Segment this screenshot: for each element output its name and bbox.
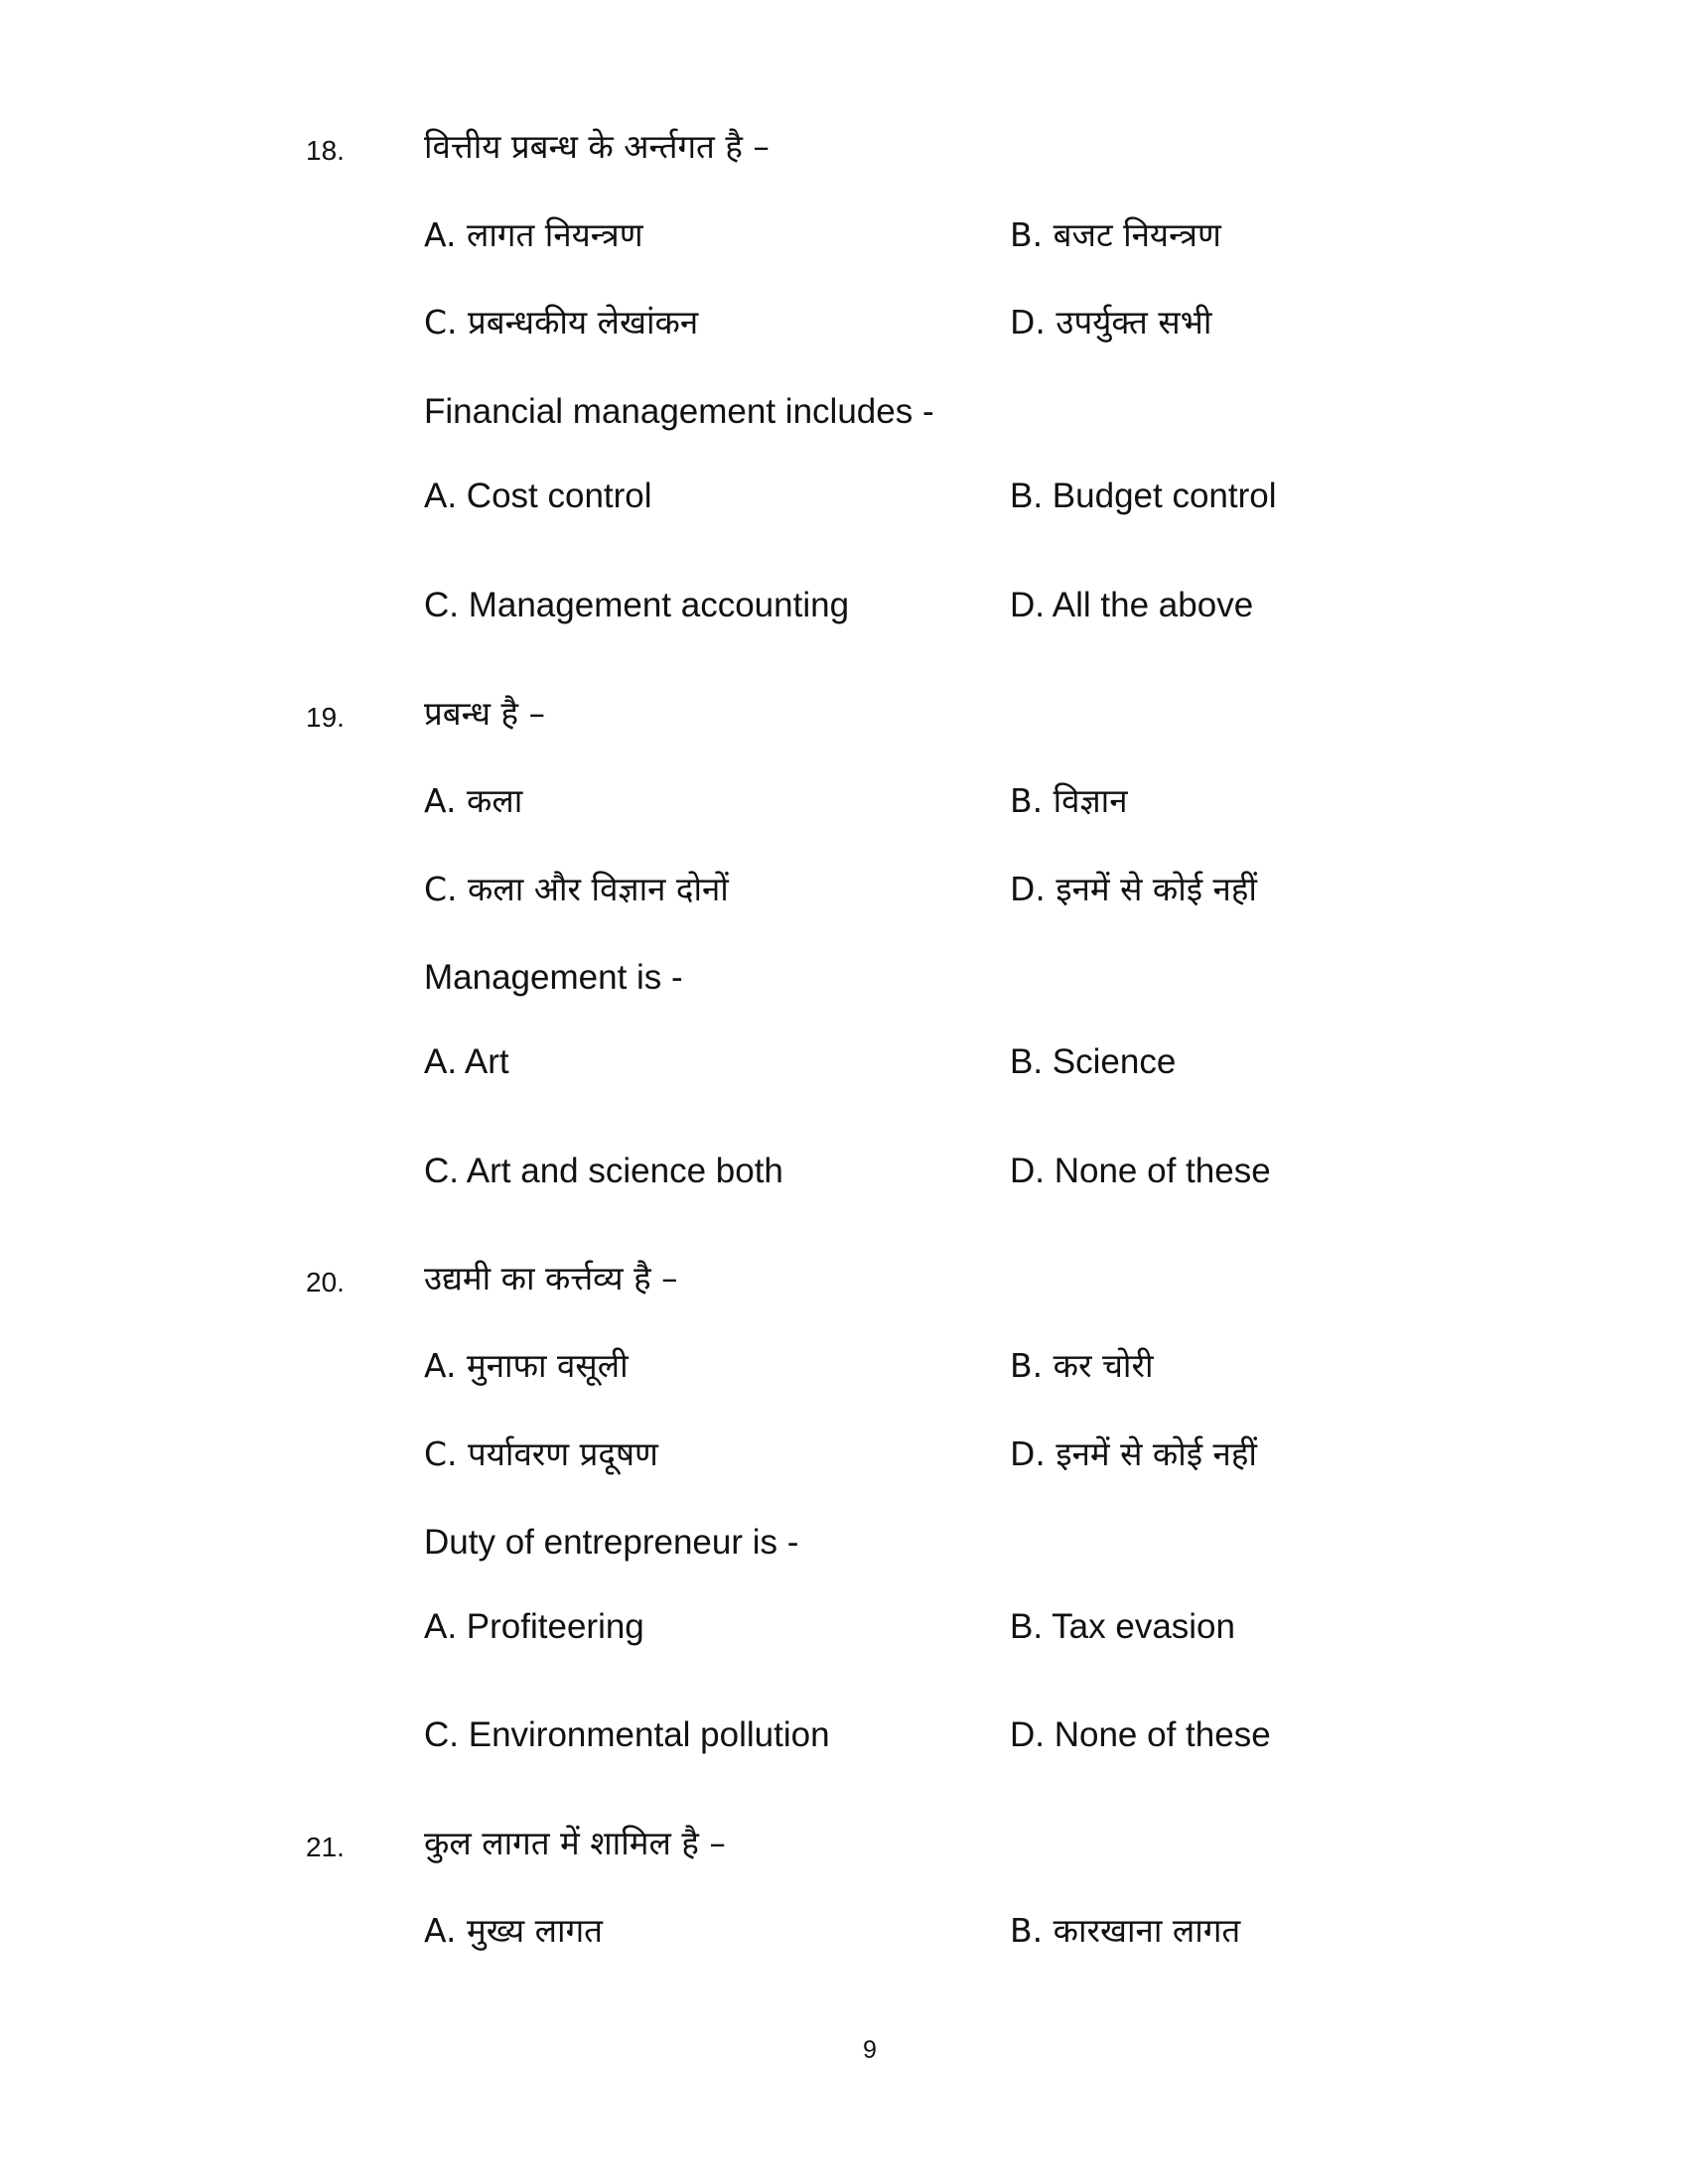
question-text-english: Management is - (424, 958, 683, 997)
option-d-english: D. All the above (1010, 586, 1254, 624)
question-number: 18. (306, 135, 345, 166)
option-c-hindi: C. कला और विज्ञान दोनों (424, 870, 729, 908)
option-d-hindi: D. उपर्युक्त सभी (1010, 303, 1212, 341)
option-a-english: A. Art (424, 1042, 509, 1081)
option-d-hindi: D. इनमें से कोई नहीं (1010, 870, 1257, 908)
option-b-english: B. Tax evasion (1010, 1607, 1235, 1646)
question-number: 21. (306, 1832, 345, 1862)
option-a-hindi: A. मुख्य लागत (424, 1911, 603, 1950)
option-b-hindi: B. कारखाना लागत (1010, 1911, 1241, 1950)
option-a-english: A. Profiteering (424, 1607, 644, 1646)
option-c-hindi: C. प्रबन्धकीय लेखांकन (424, 303, 699, 341)
option-c-english: C. Environmental pollution (424, 1715, 830, 1754)
option-b-english: B. Science (1010, 1042, 1177, 1081)
question-text-hindi: वित्तीय प्रबन्ध के अर्न्तगत है – (424, 127, 770, 166)
option-c-hindi: C. पर्यावरण प्रदूषण (424, 1434, 658, 1473)
option-a-hindi: A. कला (424, 781, 523, 820)
question-text-english: Financial management includes - (424, 392, 934, 431)
option-b-hindi: B. कर चोरी (1010, 1346, 1154, 1385)
question-text-hindi: प्रबन्ध है – (424, 694, 546, 733)
question-number: 20. (306, 1267, 345, 1297)
option-d-english: D. None of these (1010, 1715, 1271, 1754)
question-number: 19. (306, 702, 345, 733)
page-number: 9 (863, 2036, 877, 2064)
option-b-hindi: B. विज्ञान (1010, 781, 1128, 820)
option-a-hindi: A. मुनाफा वसूली (424, 1346, 629, 1385)
question-text-english: Duty of entrepreneur is - (424, 1523, 799, 1562)
option-b-hindi: B. बजट नियन्त्रण (1010, 215, 1221, 254)
option-d-english: D. None of these (1010, 1152, 1271, 1190)
option-a-english: A. Cost control (424, 477, 652, 515)
option-a-hindi: A. लागत नियन्त्रण (424, 215, 643, 254)
option-d-hindi: D. इनमें से कोई नहीं (1010, 1434, 1257, 1473)
option-b-english: B. Budget control (1010, 477, 1277, 515)
option-c-english: C. Management accounting (424, 586, 850, 624)
question-text-hindi: उद्यमी का कर्त्तव्य है – (424, 1259, 678, 1297)
option-c-english: C. Art and science both (424, 1152, 783, 1190)
question-text-hindi: कुल लागत में शामिल है – (424, 1824, 726, 1862)
